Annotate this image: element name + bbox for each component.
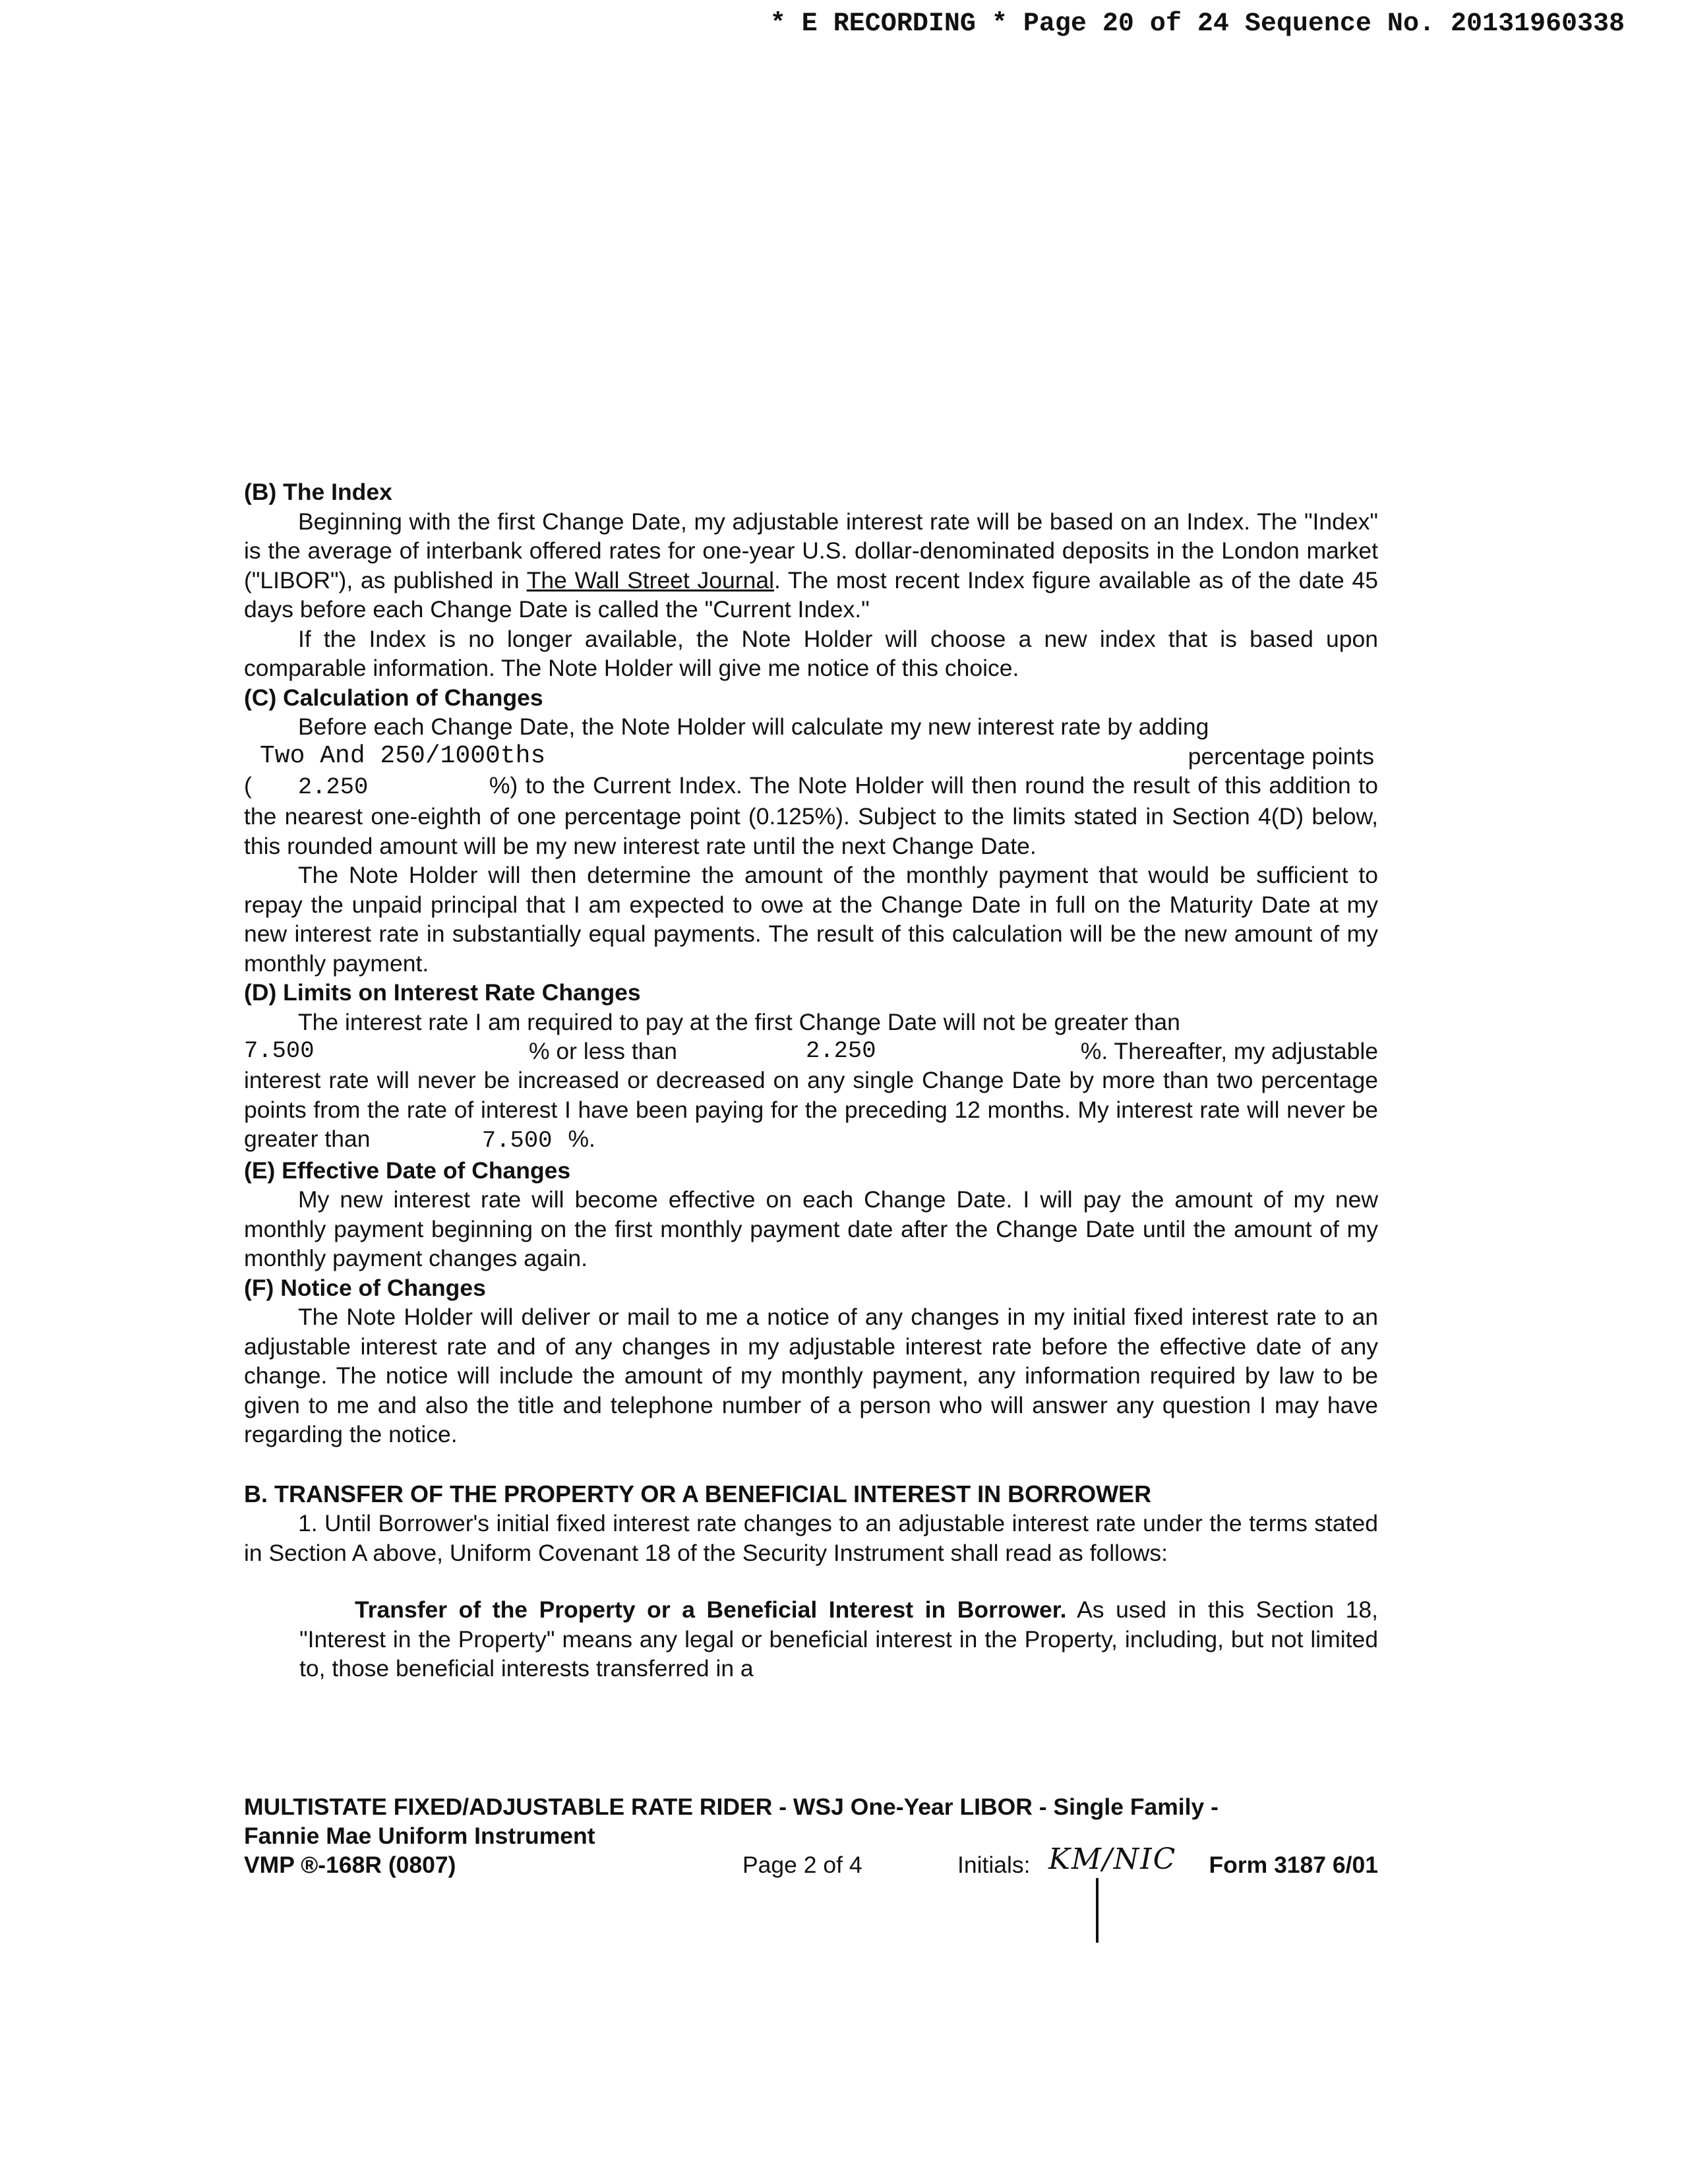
limits-values-line [244, 1037, 1378, 1066]
lifetime-pct: %. [568, 1126, 595, 1152]
paren-open: ( [244, 772, 252, 799]
margin-value: 2.250 [297, 773, 369, 801]
transfer-paragraph: 1. Until Borrower's initial fixed interest rate changes to an adjustable interest rate under the terms stated in Section A above, Uniform Covenant 18 of the Security Instrument shall read as follows: [244, 1510, 1378, 1566]
limits-rest-paragraph [244, 1066, 1378, 1156]
payment-calc-paragraph: The Note Holder will then determine the amount of the monthly payment that would be sufficient to repay the unpaid principal that I am expected to owe at the Change Date in full on the Maturity Date at my new interest rate in substantially equal payments. The result of this calculation will be the new amount of my monthly payment. [244, 862, 1378, 977]
limits-rest-text: interest rate will never be increased or decreased on any single Change Date by more than two percentage points from the rate of interest I have been paying for the preceding 12 months. My interest rate will never be greater than [244, 1067, 1378, 1152]
transfer-block [299, 1595, 1378, 1684]
percentage-points-label: percentage points [1188, 743, 1374, 770]
index-text-part1: Beginning with the first Change Date, my adjustable interest rate will be based on an Index. The "Index" is the average of interbank offered rates for one-year U.S. dollar-denominated deposits in the London market ("LIBOR"), as published in [244, 508, 1378, 593]
notice-paragraph: The Note Holder will deliver or mail to me a notice of any changes in my initial fixed interest rate to an adjustable interest rate and of any changes in my adjustable interest rate before the effective date of any change. The notice will include the amount of my monthly payment, any information required by law to be given to me and also the title and telephone number of a person who will answer any question I may have regarding the notice. [244, 1304, 1378, 1447]
max-first-rate: 7.500 [244, 1037, 315, 1064]
section-heading-notice: (F) Notice of Changes [244, 1274, 486, 1301]
index-text-part2: . The most recent Index figure available as of the date 45 days before each Change Date is called the "Current Index." [244, 566, 1378, 622]
publication-name: The Wall Street Journal [526, 566, 774, 593]
page-number: Page 2 of 4 [742, 1852, 862, 1878]
form-code: VMP ®-168R (0807) [244, 1852, 456, 1878]
index-unavailable-paragraph: If the Index is no longer available, the Note Holder will choose a new index that is based upon comparable information. The Note Holder will give me notice of this choice. [244, 625, 1378, 681]
footer-subtitle: Fannie Mae Uniform Instrument [244, 1823, 595, 1849]
section-heading-effective: (E) Effective Date of Changes [244, 1157, 571, 1184]
initials-signature: KM/NIC [1048, 1842, 1177, 1876]
or-less-than-label: % or less than [529, 1038, 677, 1064]
effective-paragraph: My new interest rate will become effective on each Change Date. I will pay the amount of my new monthly payment beginning on the first monthly payment date after the Change Date until the amount of my monthly payment changes again. [244, 1186, 1378, 1271]
calculation-line1: Before each Change Date, the Note Holder will calculate my new interest rate by adding [298, 713, 1209, 740]
thereafter-label: %. Thereafter, my adjustable [1080, 1038, 1378, 1064]
index-paragraph [244, 507, 1378, 624]
margin-words-line [244, 742, 1378, 771]
calculation-rest: %) to the Current Index. The Note Holder will then round the result of this addition to the nearest one-eighth of one percentage point (0.125%). Subject to the limits stated in Section 4(D) below, this rounded amount will be my new interest rate until the next Change Date. [244, 772, 1378, 859]
margin-words: Two And 250/1000ths [260, 741, 546, 770]
initials-label: Initials: [957, 1852, 1031, 1878]
footer-title: MULTISTATE FIXED/ADJUSTABLE RATE RIDER - WSJ One-Year LIBOR - Single Family - [244, 1794, 1219, 1820]
recording-header: * E RECORDING * Page 20 of 24 Sequence No. 20131960338 [769, 9, 1625, 39]
section-heading-index: (B) The Index [244, 479, 392, 505]
section-heading-transfer: B. TRANSFER OF THE PROPERTY OR A BENEFICIAL INTEREST IN BORROWER [244, 1480, 1152, 1507]
section-heading-limits: (D) Limits on Interest Rate Changes [244, 979, 641, 1006]
footer-line3 [244, 1842, 1378, 1879]
section-heading-calculation: (C) Calculation of Changes [244, 684, 543, 711]
form-footer [244, 1792, 1378, 1879]
document-body [244, 477, 1378, 1684]
transfer-block-heading: Transfer of the Property or a Beneficial Interest in Borrower. [355, 1596, 1067, 1623]
limits-line1: The interest rate I am required to pay at the first Change Date will not be greater than [298, 1008, 1180, 1035]
calculation-paragraph [244, 771, 1378, 861]
min-first-rate: 2.250 [806, 1037, 876, 1064]
lifetime-max-rate: 7.500 [481, 1127, 553, 1154]
form-number: Form 3187 6/01 [1209, 1852, 1378, 1878]
transfer-block-text: As used in this Section 18, "Interest in the Property" means any legal or beneficial interest in the Property, including, but not limited to, those beneficial interests transferred in a [299, 1596, 1378, 1682]
